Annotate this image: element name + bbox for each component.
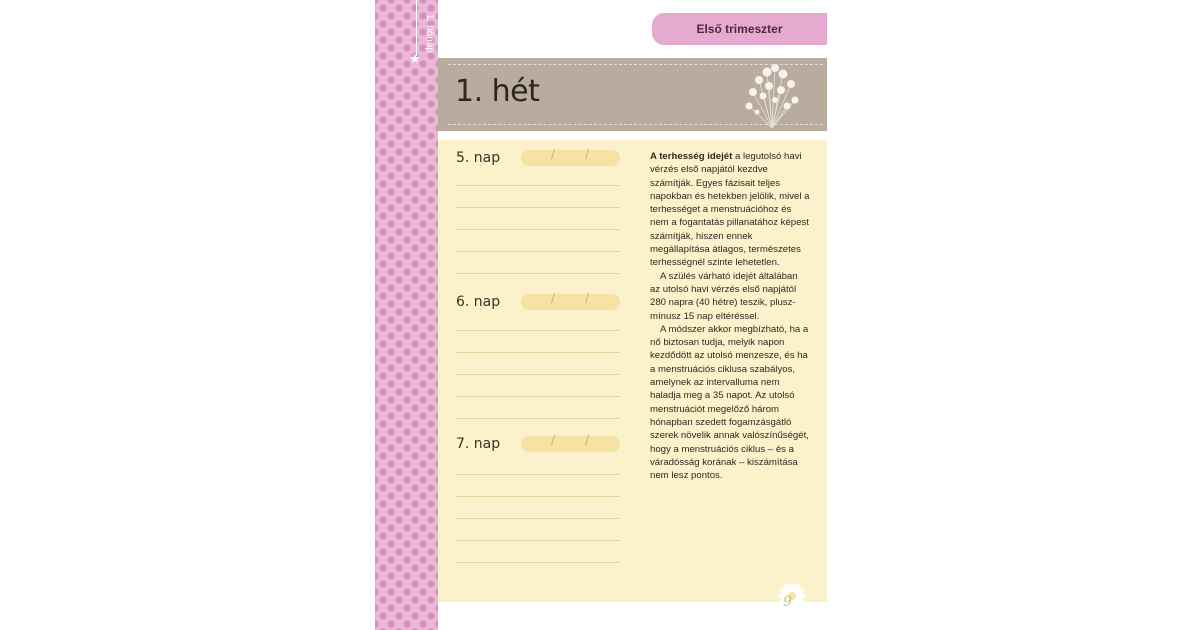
writing-line[interactable] [456,251,619,252]
daisy-icon [758,566,826,610]
day-entry-6 [456,291,621,424]
writing-line[interactable] [456,396,619,397]
day-entry-5 [456,147,621,280]
writing-line[interactable] [456,496,619,497]
day-entry-7 [456,433,621,566]
article-paragraph-3: A módszer akkor megbízható, ha a nő biztosan tudja, melyik napon kezdődött az utolsó menzesze, és ha a menstruációs ciklusa szabályos, amelynek az intervalluma nem haladja meg a 35 napot. Az utolsó menstruációt megelőző három hónapban szedett fogamzásgátló szerek növelik annak valószínűségét, hogy a menstruációs ciklus – és a váradósság korának – kiszámítása nem lesz pontos. [650,323,809,482]
writing-line[interactable] [456,540,619,541]
star-icon: ★ [409,51,421,66]
date-separator: / [585,147,590,161]
polka-dot-side-strip [375,0,438,630]
day-label: 7. nap [456,436,501,452]
date-separator: / [551,433,556,447]
content-panel [438,140,827,602]
date-field[interactable] [521,147,620,166]
month-label: 1. hónap [424,14,435,53]
writing-line[interactable] [456,418,619,419]
trimester-tab [652,13,827,45]
week-title: 1. hét [455,74,540,109]
page-number: 9 [783,594,792,610]
book-page [375,0,827,630]
date-field[interactable] [521,291,620,310]
date-separator: / [585,433,590,447]
writing-line[interactable] [456,207,619,208]
month-marker-line [416,0,417,56]
writing-line[interactable] [456,352,619,353]
writing-line[interactable] [456,474,619,475]
date-separator: / [551,291,556,305]
writing-line[interactable] [456,330,619,331]
writing-line[interactable] [456,518,619,519]
day-label: 5. nap [456,150,501,166]
week-header-band [438,58,827,131]
writing-line[interactable] [456,229,619,230]
article-paragraph-1 [650,150,810,270]
writing-line[interactable] [456,562,619,563]
trimester-label: Első trimeszter [696,22,783,36]
date-field[interactable] [521,433,620,452]
article-paragraph-1-text: a legutolsó havi vérzés első napjától kezdve számítják. Egyes fázisait teljes napokban és hetekben jelölik, mivel a terhességet a menstruációhoz és nem a fogantatás pillanatához képest számítják, hiszen ennek megállapítása átlagos, természetes terhességnél szinte lehetetlen. [650,151,810,269]
date-separator: / [551,147,556,161]
article-lead: A terhesség idejét [650,151,733,162]
writing-line[interactable] [456,185,619,186]
writing-line[interactable] [456,273,619,274]
day-label: 6. nap [456,294,501,310]
date-separator: / [585,291,590,305]
dandelion-bouquet-icon [741,60,803,130]
writing-line[interactable] [456,374,619,375]
article-text [650,150,810,482]
article-paragraph-2: A szülés várható idejét általában az utolsó havi vérzés első napjától 280 napra (40 hétre) teszik, plusz-mínusz 15 nap eltéréssel. [650,270,798,322]
